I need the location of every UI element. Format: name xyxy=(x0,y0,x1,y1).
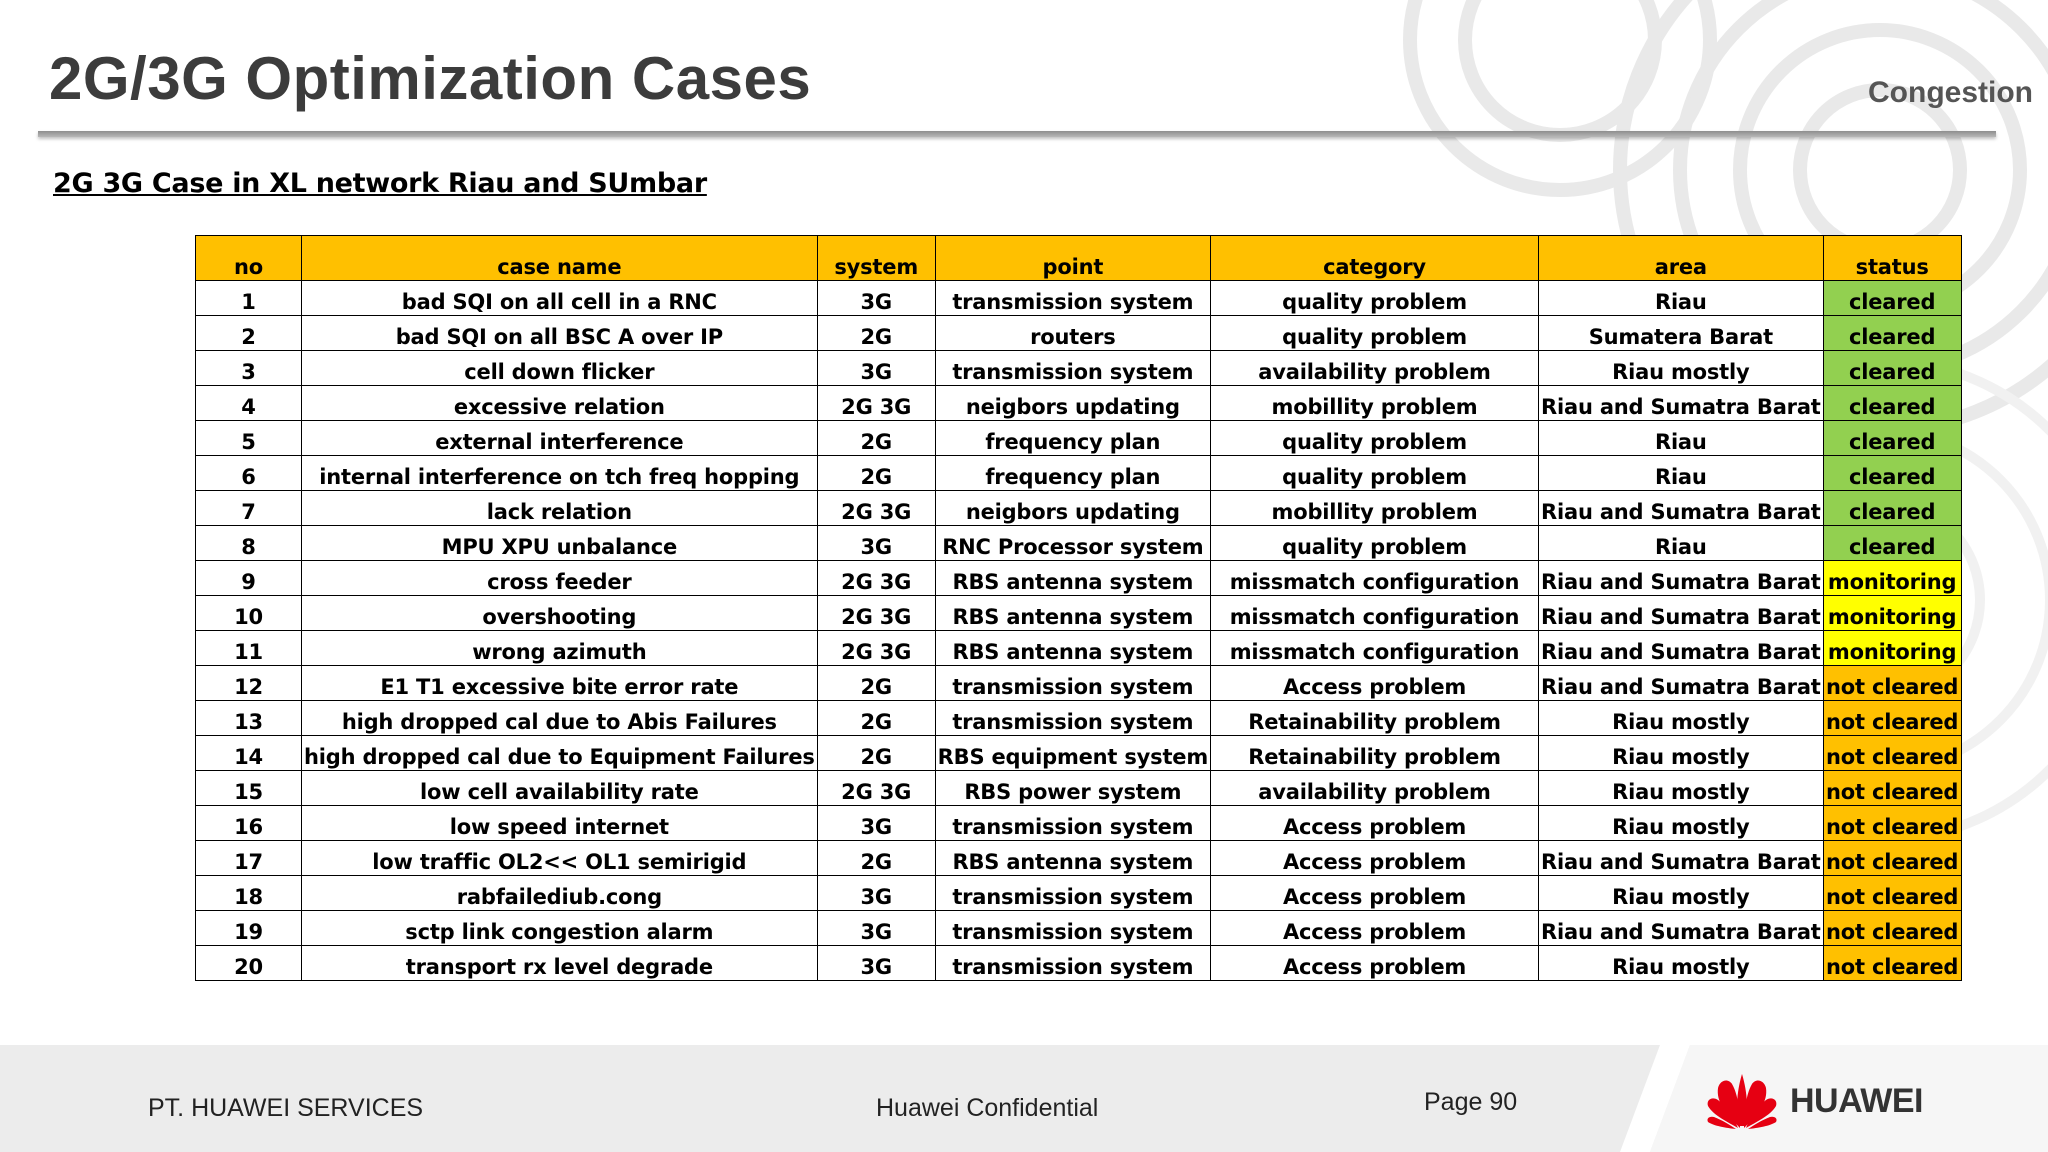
table-row xyxy=(196,421,1962,456)
cell-category: Retainability problem xyxy=(1211,736,1539,771)
cell-system: 2G 3G xyxy=(817,561,935,596)
cell-status: cleared xyxy=(1823,456,1961,491)
cell-category: Access problem xyxy=(1211,911,1539,946)
cell-area: Riau and Sumatra Barat xyxy=(1539,561,1824,596)
cell-point: transmission system xyxy=(935,701,1210,736)
cell-point: routers xyxy=(935,316,1210,351)
cell-area: Riau and Sumatra Barat xyxy=(1539,596,1824,631)
header-area: area xyxy=(1539,236,1824,281)
cell-category: availability problem xyxy=(1211,351,1539,386)
cell-case-name: wrong azimuth xyxy=(302,631,818,666)
cell-category: quality problem xyxy=(1211,456,1539,491)
cell-no: 11 xyxy=(196,631,302,666)
cell-status: not cleared xyxy=(1823,841,1961,876)
cell-area: Riau and Sumatra Barat xyxy=(1539,386,1824,421)
cell-system: 2G xyxy=(817,666,935,701)
cell-no: 8 xyxy=(196,526,302,561)
cell-category: Access problem xyxy=(1211,946,1539,981)
cell-system: 2G xyxy=(817,736,935,771)
table-row xyxy=(196,736,1962,771)
cell-no: 3 xyxy=(196,351,302,386)
table-row xyxy=(196,666,1962,701)
cell-point: transmission system xyxy=(935,946,1210,981)
cell-status: not cleared xyxy=(1823,946,1961,981)
cell-point: frequency plan xyxy=(935,456,1210,491)
cell-category: Access problem xyxy=(1211,876,1539,911)
cell-system: 3G xyxy=(817,281,935,316)
cell-point: RBS power system xyxy=(935,771,1210,806)
cell-status: not cleared xyxy=(1823,806,1961,841)
cell-area: Riau xyxy=(1539,456,1824,491)
table-row xyxy=(196,386,1962,421)
slide-title: 2G/3G Optimization Cases xyxy=(49,45,812,112)
cell-area: Riau xyxy=(1539,281,1824,316)
cell-status: not cleared xyxy=(1823,911,1961,946)
table-row xyxy=(196,806,1962,841)
cell-area: Riau xyxy=(1539,421,1824,456)
cell-area: Riau mostly xyxy=(1539,351,1824,386)
cell-point: transmission system xyxy=(935,876,1210,911)
cell-category: Retainability problem xyxy=(1211,701,1539,736)
cell-status: monitoring xyxy=(1823,561,1961,596)
optimization-cases-table xyxy=(195,235,1962,981)
cell-point: RBS antenna system xyxy=(935,561,1210,596)
cell-no: 10 xyxy=(196,596,302,631)
cell-area: Riau mostly xyxy=(1539,946,1824,981)
cell-point: RBS antenna system xyxy=(935,841,1210,876)
cell-area: Sumatera Barat xyxy=(1539,316,1824,351)
cell-no: 17 xyxy=(196,841,302,876)
cell-point: transmission system xyxy=(935,666,1210,701)
cell-system: 3G xyxy=(817,911,935,946)
table-row xyxy=(196,281,1962,316)
cell-system: 3G xyxy=(817,946,935,981)
cell-no: 16 xyxy=(196,806,302,841)
cell-area: Riau and Sumatra Barat xyxy=(1539,666,1824,701)
table-row xyxy=(196,701,1962,736)
cell-area: Riau mostly xyxy=(1539,806,1824,841)
cell-area: Riau mostly xyxy=(1539,736,1824,771)
cell-point: frequency plan xyxy=(935,421,1210,456)
cell-category: missmatch configuration xyxy=(1211,561,1539,596)
cell-case-name: MPU XPU unbalance xyxy=(302,526,818,561)
cell-case-name: rabfailediub.cong xyxy=(302,876,818,911)
cell-case-name: sctp link congestion alarm xyxy=(302,911,818,946)
cell-case-name: excessive relation xyxy=(302,386,818,421)
cell-status: not cleared xyxy=(1823,771,1961,806)
cell-case-name: transport rx level degrade xyxy=(302,946,818,981)
cell-category: mobillity problem xyxy=(1211,386,1539,421)
cell-system: 2G 3G xyxy=(817,386,935,421)
cell-system: 2G xyxy=(817,841,935,876)
cell-no: 19 xyxy=(196,911,302,946)
cell-case-name: lack relation xyxy=(302,491,818,526)
cell-case-name: cross feeder xyxy=(302,561,818,596)
cell-case-name: high dropped cal due to Equipment Failures xyxy=(302,736,818,771)
cell-no: 5 xyxy=(196,421,302,456)
cell-status: cleared xyxy=(1823,351,1961,386)
cell-category: quality problem xyxy=(1211,281,1539,316)
cell-system: 3G xyxy=(817,806,935,841)
cell-no: 9 xyxy=(196,561,302,596)
table-row xyxy=(196,351,1962,386)
cell-point: RBS equipment system xyxy=(935,736,1210,771)
cell-category: mobillity problem xyxy=(1211,491,1539,526)
table-row xyxy=(196,561,1962,596)
table-row xyxy=(196,911,1962,946)
cell-system: 2G 3G xyxy=(817,596,935,631)
cell-no: 1 xyxy=(196,281,302,316)
cell-system: 2G xyxy=(817,316,935,351)
cell-case-name: overshooting xyxy=(302,596,818,631)
cell-no: 6 xyxy=(196,456,302,491)
cell-status: not cleared xyxy=(1823,666,1961,701)
table-row xyxy=(196,596,1962,631)
huawei-logo-text: HUAWEI xyxy=(1790,1082,1923,1120)
cell-point: transmission system xyxy=(935,281,1210,316)
cell-no: 14 xyxy=(196,736,302,771)
cell-point: RNC Processor system xyxy=(935,526,1210,561)
cell-case-name: cell down flicker xyxy=(302,351,818,386)
cell-category: Access problem xyxy=(1211,666,1539,701)
cell-no: 7 xyxy=(196,491,302,526)
cell-status: cleared xyxy=(1823,316,1961,351)
cell-point: neigbors updating xyxy=(935,491,1210,526)
cell-area: Riau and Sumatra Barat xyxy=(1539,841,1824,876)
cell-status: cleared xyxy=(1823,421,1961,456)
cell-point: RBS antenna system xyxy=(935,596,1210,631)
cell-category: Access problem xyxy=(1211,841,1539,876)
cell-status: not cleared xyxy=(1823,736,1961,771)
cell-point: transmission system xyxy=(935,806,1210,841)
cell-point: neigbors updating xyxy=(935,386,1210,421)
cell-status: monitoring xyxy=(1823,631,1961,666)
cell-case-name: bad SQI on all BSC A over IP xyxy=(302,316,818,351)
table-row xyxy=(196,526,1962,561)
cell-status: cleared xyxy=(1823,386,1961,421)
cell-area: Riau mostly xyxy=(1539,771,1824,806)
title-divider xyxy=(38,131,1996,137)
cell-status: cleared xyxy=(1823,281,1961,316)
cell-case-name: low cell availability rate xyxy=(302,771,818,806)
cell-status: cleared xyxy=(1823,526,1961,561)
table-row xyxy=(196,841,1962,876)
cell-status: cleared xyxy=(1823,491,1961,526)
cell-no: 4 xyxy=(196,386,302,421)
cell-status: not cleared xyxy=(1823,701,1961,736)
cell-area: Riau and Sumatra Barat xyxy=(1539,491,1824,526)
cell-status: not cleared xyxy=(1823,876,1961,911)
header-system: system xyxy=(817,236,935,281)
cell-case-name: external interference xyxy=(302,421,818,456)
cell-system: 2G 3G xyxy=(817,491,935,526)
cell-category: missmatch configuration xyxy=(1211,631,1539,666)
table-row xyxy=(196,876,1962,911)
cell-status: monitoring xyxy=(1823,596,1961,631)
table-row xyxy=(196,771,1962,806)
cell-point: transmission system xyxy=(935,351,1210,386)
cell-area: Riau mostly xyxy=(1539,701,1824,736)
header-point: point xyxy=(935,236,1210,281)
table-row xyxy=(196,456,1962,491)
footer-company: PT. HUAWEI SERVICES xyxy=(148,1094,424,1122)
huawei-logo xyxy=(1706,1070,1936,1130)
cell-no: 15 xyxy=(196,771,302,806)
cell-case-name: low traffic OL2<< OL1 semirigid xyxy=(302,841,818,876)
cell-system: 2G 3G xyxy=(817,631,935,666)
cell-category: Access problem xyxy=(1211,806,1539,841)
header-category: category xyxy=(1211,236,1539,281)
footer-page-number: Page 90 xyxy=(1424,1088,1518,1116)
cell-category: missmatch configuration xyxy=(1211,596,1539,631)
cell-area: Riau mostly xyxy=(1539,876,1824,911)
table-row xyxy=(196,946,1962,981)
cell-case-name: high dropped cal due to Abis Failures xyxy=(302,701,818,736)
cell-system: 2G xyxy=(817,701,935,736)
cell-no: 18 xyxy=(196,876,302,911)
cell-case-name: E1 T1 excessive bite error rate xyxy=(302,666,818,701)
footer-confidential: Huawei Confidential xyxy=(876,1094,1099,1122)
table-subtitle: 2G 3G Case in XL network Riau and SUmbar xyxy=(53,168,707,199)
cell-case-name: bad SQI on all cell in a RNC xyxy=(302,281,818,316)
cell-no: 13 xyxy=(196,701,302,736)
cell-no: 12 xyxy=(196,666,302,701)
cell-case-name: internal interference on tch freq hopping xyxy=(302,456,818,491)
cell-category: quality problem xyxy=(1211,316,1539,351)
cell-category: quality problem xyxy=(1211,421,1539,456)
cell-system: 3G xyxy=(817,351,935,386)
cell-system: 2G xyxy=(817,456,935,491)
cell-area: Riau xyxy=(1539,526,1824,561)
cell-system: 2G 3G xyxy=(817,771,935,806)
cell-area: Riau and Sumatra Barat xyxy=(1539,911,1824,946)
cell-category: quality problem xyxy=(1211,526,1539,561)
section-tag: Congestion xyxy=(1868,76,2033,109)
cell-system: 2G xyxy=(817,421,935,456)
huawei-petal-icon xyxy=(1706,1070,1778,1130)
cell-point: transmission system xyxy=(935,911,1210,946)
table-row xyxy=(196,316,1962,351)
table-row xyxy=(196,491,1962,526)
cell-point: RBS antenna system xyxy=(935,631,1210,666)
cell-no: 20 xyxy=(196,946,302,981)
table-row xyxy=(196,631,1962,666)
cell-no: 2 xyxy=(196,316,302,351)
header-no: no xyxy=(196,236,302,281)
table-header-row xyxy=(196,236,1962,281)
cell-system: 3G xyxy=(817,876,935,911)
cell-case-name: low speed internet xyxy=(302,806,818,841)
cell-area: Riau and Sumatra Barat xyxy=(1539,631,1824,666)
cell-category: availability problem xyxy=(1211,771,1539,806)
header-status: status xyxy=(1823,236,1961,281)
header-case-name: case name xyxy=(302,236,818,281)
table-body xyxy=(196,281,1962,981)
cell-system: 3G xyxy=(817,526,935,561)
